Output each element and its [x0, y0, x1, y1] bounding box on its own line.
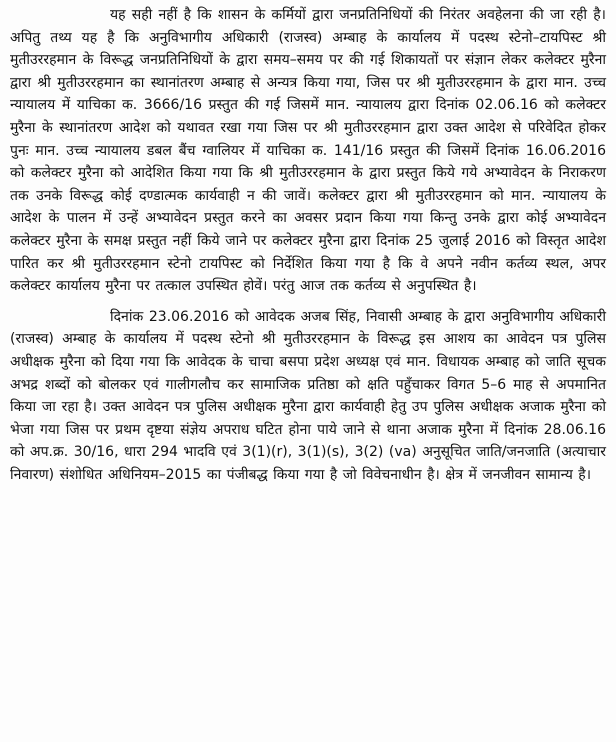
paragraph-transfer-order: यह सही नहीं है कि शासन के कर्मियों द्वारा जनप्रतिनिधियों की निरंतर अवहेलना की जा रही है। अपितु तथ्य यह है कि अनुविभागीय अधिकारी (राजस्व) अम्बाह के कार्यालय में पदस्थ स्टेनो–टायपिस्ट श्री मुतीउररहमान के विरूद्ध जनप्रतिनिधियों के द्वारा समय–समय पर की गई शिकायतों पर संज्ञान लेकर कलेक्टर मुरैना द्वारा श्री मुतीउररहमान का स्थानांतरण अम्बाह से अन्यत्र किया गया, जिस पर श्री मुतीउररहमान के द्वारा मान. उच्च न्यायालय में याचिका क. 3666/16 प्रस्तुत की गई जिसमें मान. न्यायालय द्वारा दिनांक 02.06.16 को कलेक्टर मुरैना के स्थानांतरण आदेश को यथावत रखा गया जिस पर श्री मुतीउररहमान द्वारा उक्त आदेश से परिवेदित होकर पुनः मान. उच्च न्यायालय डबल बैंच ग्वालियर में याचिका क. 141/16 प्रस्तुत की जिसमें दिनांक 16.06.2016 को कलेक्टर मुरैना को आदेशित किया गया कि श्री मुतीउररहमान के द्वारा प्रस्तुत किये गये अभ्यावेदन के निराकरण तक उनके विरूद्ध कोई दण्डात्मक कार्यवाही न की जावें। कलेक्टर द्वारा श्री मुतीउररहमान को मान. न्यायालय के आदेश के पालन में उन्हें अभ्यावेदन प्रस्तुत करने का अवसर प्रदान किया गया किन्तु उनके द्वारा कोई अभ्यावेदन कलेक्टर मुरैना के समक्ष प्रस्तुत नहीं किये जाने पर कलेक्टर मुरैना द्वारा दिनांक 25 जुलाई 2016 को विस्तृत आदेश पारित कर श्री मुतीउररहमान स्टेनो टायपिस्ट को निर्देशित किया गया है कि वे अपने नवीन कर्तव्य स्थल, अपर कलेक्टर कार्यालय मुरैना पर तत्काल उपस्थित होवें। परंतु आज तक कर्तव्य से अनुपस्थित है। [10, 7, 606, 295]
paragraph-police-complaint: दिनांक 23.06.2016 को आवेदक अजब सिंह, निवासी अम्बाह के द्वारा अनुविभागीय अधिकारी (राजस्व) अम्बाह के कार्यालय में पदस्थ स्टेनो श्री मुतीउररहमान के विरूद्ध इस आशय का आवेदन पत्र पुलिस अधीक्षक मुरैना को दिया गया कि आवेदक के चाचा बसपा प्रदेश अध्यक्ष एवं मान. विधायक अम्बाह को जाति सूचक अभद्र शब्दों को बोलकर एवं गालीगलौच कर सामाजिक प्रतिष्ठा को क्षति पहुँचाकर विगत 5–6 माह से अपमानित किया जा रहा है। उक्त आवेदन पत्र पुलिस अधीक्षक मुरैना द्वारा कार्यवाही हेतु उप पुलिस अधीक्षक अजाक मुरैना को भेजा गया जिस पर प्रथम दृष्टया संज्ञेय अपराध घटित होना पाये जाने से थाना अजाक मुरैना में दिनांक 28.06.16 को अप.क्र. 30/16, धारा 294 भादवि एवं 3(1)(r), 3(1)(s), 3(2) (va) अनुसूचित जाति/जनजाति (अत्याचार निवारण) संशोधित अधिनियम–2015 का पंजीबद्ध किया गया है जो विवेचनाधीन है। क्षेत्र में जनजीवन सामान्य है। [10, 308, 606, 483]
